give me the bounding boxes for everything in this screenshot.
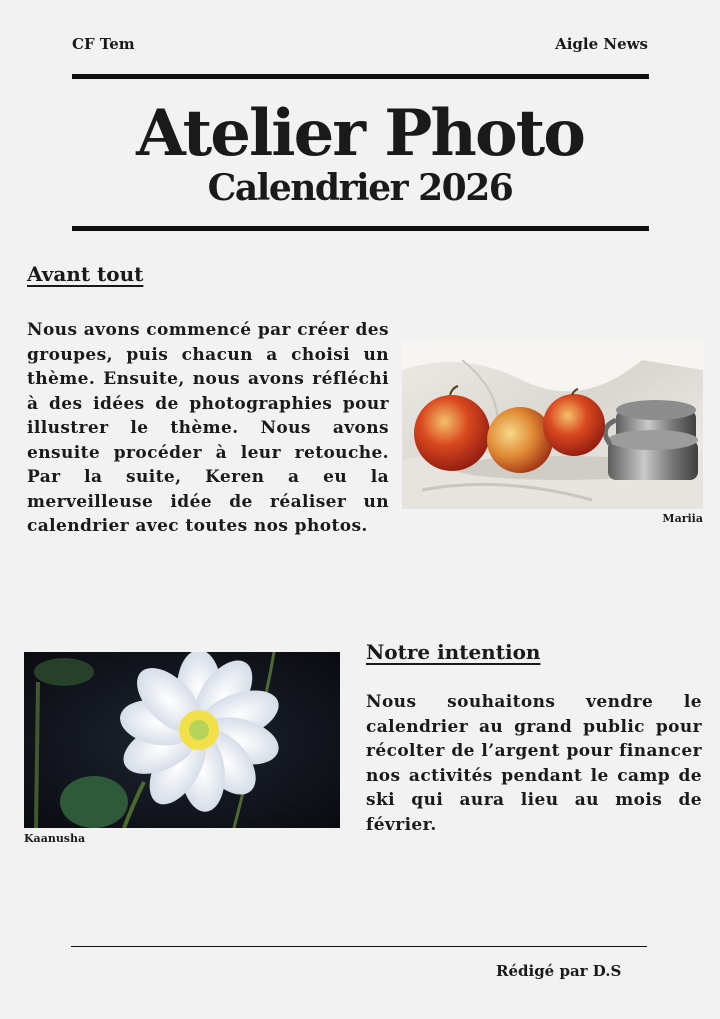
byline: Rédigé par D.S: [496, 962, 622, 980]
section-heading-avant-tout: Avant tout: [27, 262, 144, 286]
page-title: Atelier Photo: [136, 96, 584, 171]
apples-cups-illustration: [402, 340, 703, 509]
photo-caption-kaanusha: Kaanusha: [24, 832, 86, 845]
photo-caption-mariia: Mariia: [662, 512, 703, 525]
white-flower-photo: [24, 652, 340, 828]
header-right: Aigle News: [555, 35, 648, 53]
white-flower-illustration: [24, 652, 340, 828]
section-body-notre-intention: Nous souhaitons vendre le calendrier au grand public pour récolter de l’argent pour financer nos activités pendant le camp de ski qui aura lieu au mois de février.: [366, 692, 702, 835]
page-subtitle: Calendrier 2026: [207, 167, 513, 209]
section-body-avant-tout: Nous avons commencé par créer des groupes, puis chacun a choisi un thème. Ensuite, nous avons réfléchi à des idées de photographies pour illustrer le thème. Nous avons ensuite procéder à leur retouche. Par la suite, Keren a eu la merveilleuse idée de réaliser un calendrier avec toutes nos photos.: [27, 320, 389, 536]
section-heading-notre-intention: Notre intention: [366, 640, 541, 664]
top-rule: [72, 74, 649, 79]
masthead-bottom-rule: [72, 226, 649, 231]
footer-rule: [71, 946, 647, 947]
header-left: CF Tem: [72, 35, 135, 53]
apples-cups-photo: [402, 340, 703, 509]
